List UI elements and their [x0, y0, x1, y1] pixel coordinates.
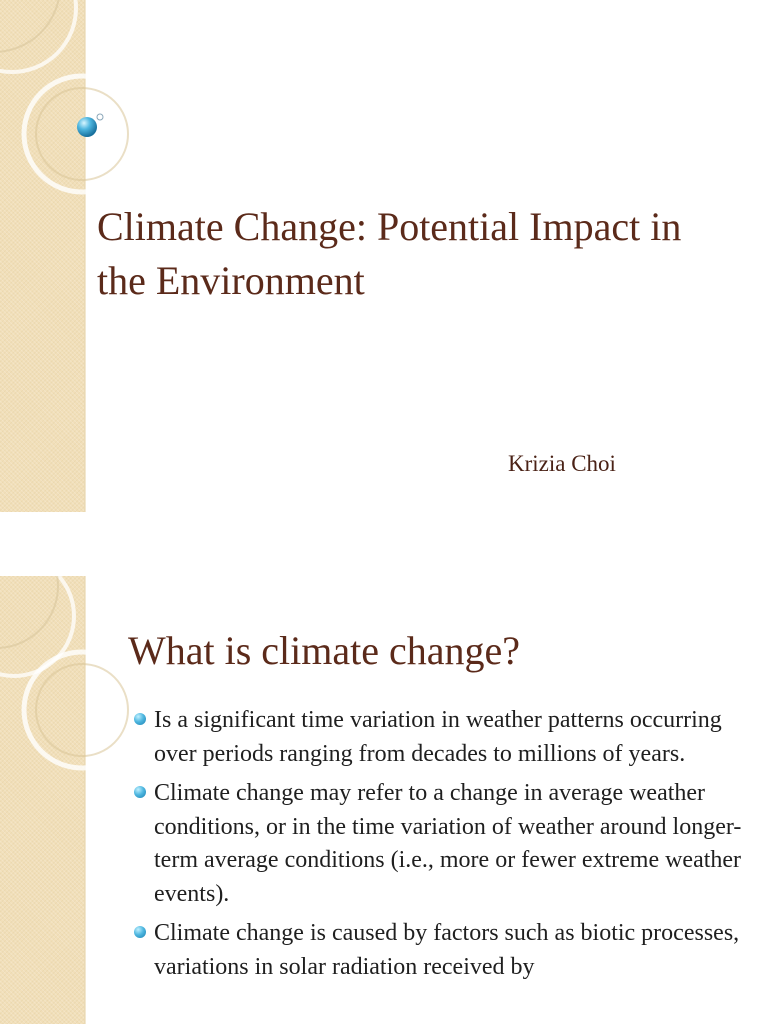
blue-orb-icon: [77, 117, 97, 137]
bullet-text: Climate change may refer to a change in average weather conditions, or in the time variation of weather around longer-term average conditions (i.e., more or fewer extreme weather events).: [154, 780, 742, 907]
slide-title: Climate Change: Potential Impact in the Environment: [97, 204, 682, 303]
decorative-circles: [0, 0, 140, 220]
list-item: [130, 917, 750, 984]
bullet-list: [130, 704, 750, 990]
list-item: [130, 704, 750, 771]
bullet-text: Is a significant time variation in weather patterns occurring over periods ranging from decades to millions of years.: [154, 707, 722, 767]
bullet-text: Climate change is caused by factors such as biotic processes, variations in solar radiation received by: [154, 920, 740, 980]
slide-gap: [0, 512, 768, 576]
author-name: Krizia Choi: [508, 451, 616, 476]
bullet-icon: [134, 926, 146, 938]
bullet-icon: [134, 786, 146, 798]
slide-heading: What is climate change?: [128, 628, 521, 673]
list-item: [130, 777, 750, 911]
bullet-icon: [134, 713, 146, 725]
decorative-circles: [0, 576, 140, 796]
